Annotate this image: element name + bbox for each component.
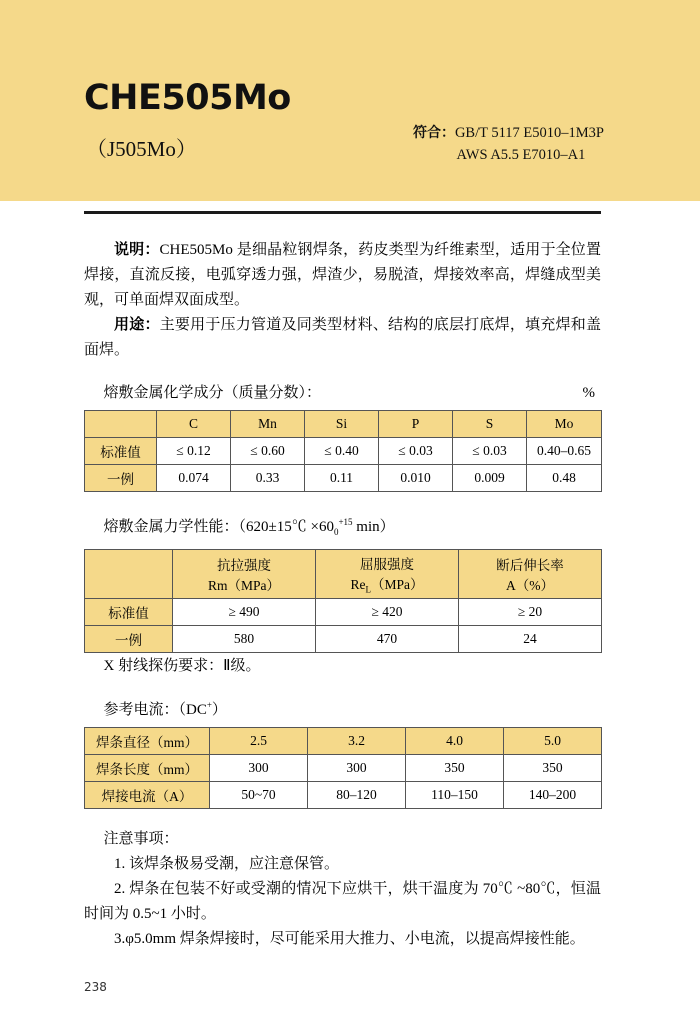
- cur-row1-v2: 350: [406, 754, 504, 781]
- current-title: [84, 693, 601, 722]
- usage-text: 主要用于压力管道及同类型材料、结构的底层打底焊，填充焊和盖面焊。: [84, 317, 601, 358]
- current-title-tail: ）: [211, 701, 227, 718]
- mechanics-title-text: 熔敷金属力学性能：（620±15℃ ×60: [103, 519, 334, 535]
- mech-row0-tensile: ≥ 490: [173, 598, 316, 625]
- cur-row0-v2: 4.0: [406, 727, 504, 754]
- chem-col-c: C: [157, 411, 231, 438]
- chem-col-0: [85, 411, 157, 438]
- mech-col-elong-bottom: A（%）: [506, 577, 554, 593]
- chem-row0-mo: 0.40–0.65: [527, 438, 602, 465]
- cur-row0-v0: 2.5: [210, 727, 308, 754]
- page-title: CHE505Mo: [84, 78, 291, 118]
- cur-row1-label: 焊条长度（mm）: [85, 754, 210, 781]
- mech-col-tensile-bottom: Rm（MPa）: [207, 577, 280, 593]
- chem-row0-s: ≤ 0.03: [453, 438, 527, 465]
- table-header-row: [85, 411, 602, 438]
- chem-row0-p: ≤ 0.03: [379, 438, 453, 465]
- table-row: [85, 754, 602, 781]
- chem-row0-c: ≤ 0.12: [157, 438, 231, 465]
- cur-row2-v1: 80–120: [308, 781, 406, 808]
- cur-row1-v0: 300: [210, 754, 308, 781]
- mech-corner-cell: [85, 550, 173, 599]
- usage-label: 用途：: [114, 317, 160, 333]
- chemistry-title-text: 熔敷金属化学成分（质量分数）：: [103, 385, 322, 401]
- mech-row0-label: 标准值: [85, 598, 173, 625]
- chem-row1-c: 0.074: [157, 465, 231, 492]
- cur-row0-v1: 3.2: [308, 727, 406, 754]
- current-title-text: 参考电流：（DC: [103, 701, 207, 718]
- mechanics-table: [84, 549, 602, 653]
- header-divider: [84, 211, 601, 214]
- cur-row1-v3: 350: [504, 754, 602, 781]
- chem-row1-p: 0.010: [379, 465, 453, 492]
- header-content: [0, 0, 700, 201]
- standard-value-1: GB/T 5117 E5010–1M3P: [454, 125, 604, 141]
- product-alias: （J505Mo）: [86, 137, 197, 161]
- page-number: 238: [84, 980, 107, 994]
- cur-row2-label: 焊接电流（A）: [85, 781, 210, 808]
- chem-row0-mn: ≤ 0.60: [231, 438, 305, 465]
- table-row: [85, 598, 602, 625]
- table-row: [85, 625, 602, 652]
- mechanics-title-sup: +15: [338, 517, 353, 527]
- chem-row0-si: ≤ 0.40: [305, 438, 379, 465]
- mech-col-tensile: [173, 550, 316, 599]
- mech-col-elong: [459, 550, 602, 599]
- table-row: [85, 781, 602, 808]
- cur-row2-v0: 50~70: [210, 781, 308, 808]
- standard-value-2: AWS A5.5 E7010–A1: [456, 147, 586, 163]
- cur-row2-v2: 110–150: [406, 781, 504, 808]
- table-row: [85, 465, 602, 492]
- mechanics-title: [84, 510, 601, 544]
- note-item-3: 3.φ5.0mm 焊条焊接时，尽可能采用大推力、小电流，以提高焊接性能。: [114, 930, 585, 947]
- chem-row1-si: 0.11: [305, 465, 379, 492]
- standard-line-2: [413, 144, 604, 166]
- description-text: CHE505Mo 是细晶粒钢焊条，药皮类型为纤维素型，适用于全位置焊接，直流反接，电弧穿透力强，焊渣少，易脱渣，焊接效率高，焊缝成型美观，可单面焊双面成型。: [84, 242, 601, 308]
- chem-col-p: P: [379, 411, 453, 438]
- notes-title: 注意事项：: [103, 830, 179, 847]
- mech-row1-yield: 470: [316, 625, 459, 652]
- mech-col-yield-bottom: $Re_L(MPa)$: [350, 577, 424, 595]
- mechanics-table-wrapper: [84, 549, 601, 653]
- chem-row1-label: 一例: [85, 465, 157, 492]
- table-header-row: [85, 550, 602, 599]
- chem-col-mn: Mn: [231, 411, 305, 438]
- mech-row0-yield: ≥ 420: [316, 598, 459, 625]
- chem-col-mo: Mo: [527, 411, 602, 438]
- chemistry-title: [84, 381, 601, 405]
- chem-col-s: S: [453, 411, 527, 438]
- xray-note: X 射线探伤要求：Ⅱ级。: [103, 657, 261, 674]
- chemistry-unit: %: [582, 385, 595, 401]
- mech-col-yield: [316, 550, 459, 599]
- chem-row1-mo: 0.48: [527, 465, 602, 492]
- chemistry-table-wrapper: [84, 410, 601, 492]
- mech-row0-elong: ≥ 20: [459, 598, 602, 625]
- cur-row0-v3: 5.0: [504, 727, 602, 754]
- description-paragraph: [84, 238, 601, 313]
- note-item-2: 2. 焊条在包装不好或受潮的情况下应烘干，烘干温度为 70℃ ~80℃，恒温时间为 0.5~1 小时。: [84, 880, 601, 922]
- cur-row1-v1: 300: [308, 754, 406, 781]
- header-band: [0, 0, 700, 201]
- standard-line-1: [413, 122, 604, 144]
- cur-row2-v3: 140–200: [504, 781, 602, 808]
- mech-row1-tensile: 580: [173, 625, 316, 652]
- mechanics-title-tail: min）: [352, 519, 395, 535]
- chem-row0-label: 标准值: [85, 438, 157, 465]
- standards-block: [413, 122, 604, 166]
- mech-col-yield-top: 屈服强度: [360, 557, 414, 572]
- mech-row1-elong: 24: [459, 625, 602, 652]
- description-label: 说明：: [114, 242, 160, 258]
- mechanics-title-sub: 0: [333, 527, 339, 537]
- usage-paragraph: [84, 313, 601, 363]
- chem-col-si: Si: [305, 411, 379, 438]
- cur-row0-label: 焊条直径（mm）: [85, 727, 210, 754]
- current-table: [84, 727, 602, 809]
- chemistry-table: [84, 410, 602, 492]
- document-body: [84, 238, 601, 952]
- notes-section: [84, 827, 601, 952]
- current-title-sup: +: [206, 699, 212, 710]
- mech-col-elong-top: 断后伸长率: [496, 557, 564, 573]
- table-row: [85, 438, 602, 465]
- table-row: [85, 727, 602, 754]
- standard-label: 符合：: [412, 125, 455, 141]
- note-item-1: 1. 该焊条极易受潮，应注意保管。: [114, 855, 340, 872]
- mech-row1-label: 一例: [85, 625, 173, 652]
- chem-row1-mn: 0.33: [231, 465, 305, 492]
- current-table-wrapper: [84, 727, 601, 809]
- mech-col-tensile-top: 抗拉强度: [217, 557, 271, 573]
- chem-row1-s: 0.009: [453, 465, 527, 492]
